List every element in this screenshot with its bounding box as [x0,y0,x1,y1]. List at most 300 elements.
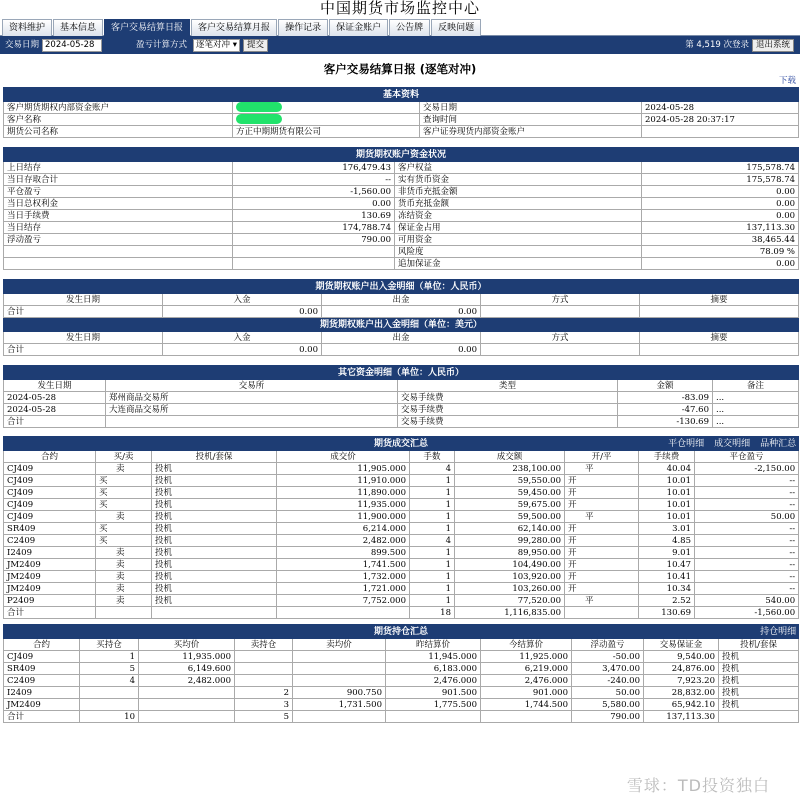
cell: 137,113.30 [642,222,799,234]
cell: 0.00 [322,306,481,318]
cell: -- [695,559,799,571]
cell [152,607,277,619]
cell: 6,149.600 [139,663,235,675]
cell: 59,550.00 [455,475,565,487]
column-header: 方式 [481,332,640,344]
cell [235,651,293,663]
cell: 2,482.000 [139,675,235,687]
cell [481,306,640,318]
cell: 卖 [96,571,152,583]
cell: 176,479.43 [233,162,395,174]
other-funds-table [3,365,799,428]
cell: -2,150.00 [695,463,799,475]
download-link-text[interactable]: 下载 [778,76,796,86]
cell: 卖 [96,511,152,523]
cell: -- [695,535,799,547]
cell: 0.00 [163,344,322,356]
cell [293,663,386,675]
table-row [4,651,799,663]
cell: I2409 [4,547,96,559]
cell [293,675,386,687]
cell: 开 [565,559,639,571]
cell: -47.60 [618,404,713,416]
cell [80,687,139,699]
cell: 790.00 [233,234,395,246]
cell: 2 [235,687,293,699]
cell: 130.69 [639,607,695,619]
table-row [4,416,799,428]
column-header: 摘要 [640,332,799,344]
cell: 1,731.500 [293,699,386,711]
cell [139,699,235,711]
cell: 5,580.00 [572,699,644,711]
cell: 1 [410,475,455,487]
cell: 9.01 [639,547,695,559]
funds-table [3,147,799,270]
cell: 10.01 [639,499,695,511]
table-row [4,234,799,246]
cell: 开 [565,487,639,499]
tab-0[interactable]: 资料维护 [2,19,52,36]
cell: 实有货币资金 [395,174,642,186]
table-row [4,186,799,198]
inout-cny-header: 期货期权账户出入金明细（单位：人民币） [4,280,799,294]
column-header: 合约 [4,451,96,463]
trades-link-1[interactable]: 成交明细 [714,439,751,449]
cell: 59,500.00 [455,511,565,523]
cell: 2,476.000 [481,675,572,687]
total-row [4,344,799,356]
cell: CJ409 [4,487,96,499]
positions-header: 期货持仓汇总 持仓明细 [4,625,799,639]
cell: P2409 [4,595,96,607]
cell: 175,578.74 [642,162,799,174]
cell [640,306,799,318]
cell [4,246,233,258]
cell: 投机 [152,583,277,595]
column-header: 买持仓 [80,639,139,651]
column-header: 入金 [163,332,322,344]
login-count: 第 4,519 次登录 [685,40,749,50]
tab-5[interactable]: 保证金账户 [329,19,388,36]
cell: 投机 [719,675,799,687]
cell: 买 [96,487,152,499]
cell: 当日存取合计 [4,174,233,186]
cell: 浮动盈亏 [4,234,233,246]
table-row [4,675,799,687]
cell: 买 [96,535,152,547]
column-header: 发生日期 [4,294,163,306]
cell: 901.500 [386,687,481,699]
cell: SR409 [4,663,80,675]
cell: 平 [565,463,639,475]
cell: 非货币充抵金额 [395,186,642,198]
cell: 10.47 [639,559,695,571]
cell: JM2409 [4,571,96,583]
cell: 投机 [152,571,277,583]
cell: 175,578.74 [642,174,799,186]
cell: ... [713,416,799,428]
cell: 投机 [152,547,277,559]
cell [80,699,139,711]
cell: 0.00 [163,306,322,318]
cell: 1,721.000 [277,583,410,595]
cell: 1 [410,559,455,571]
column-header: 备注 [713,380,799,392]
column-header-row [4,294,799,306]
report-title: 客户交易结算日报 (逐笔对冲) [323,62,477,76]
cell [719,711,799,723]
cell: 可用资金 [395,234,642,246]
cell: 平仓盈亏 [4,186,233,198]
date-label: 交易日期 [5,40,40,50]
cell: 期货公司名称 [4,126,233,138]
tab-1[interactable]: 基本信息 [53,19,103,36]
cell [386,711,481,723]
watermark: 雪球：TD投资独白 [626,776,770,795]
column-header: 金额 [618,380,713,392]
cell: 59,675.00 [455,499,565,511]
cell: 130.69 [233,210,395,222]
cell: 174,788.74 [233,222,395,234]
table-row [4,583,799,595]
table-row [4,258,799,270]
funds-header: 期货期权账户资金状况 [4,148,799,162]
cell: 11,935.000 [139,651,235,663]
cell: 7,752.000 [277,595,410,607]
cell: 投机 [152,499,277,511]
column-header: 开/平 [565,451,639,463]
cell: 1 [410,595,455,607]
table-row [4,162,799,174]
positions-table [3,624,799,723]
cell: 郑州商品交易所 [106,392,398,404]
cell: C2409 [4,535,96,547]
logout-button[interactable]: 退出系统 [752,39,794,52]
table-row [4,571,799,583]
cell: JM2409 [4,559,96,571]
table-row [4,595,799,607]
table-row [4,499,799,511]
account-redacted [233,102,420,114]
inout-usd-header: 期货期权账户出入金明细（单位：美元） [4,318,799,332]
cell: 大连商品交易所 [106,404,398,416]
cell: 开 [565,535,639,547]
cell: 2,482.000 [277,535,410,547]
cell [293,711,386,723]
column-header: 买均价 [139,639,235,651]
cell: 投机 [719,663,799,675]
cell: 77,520.00 [455,595,565,607]
cell: -- [695,523,799,535]
cell [233,246,395,258]
cell: 1 [410,583,455,595]
cell: 开 [565,571,639,583]
tab-6[interactable]: 公告牌 [389,19,430,36]
cell: -- [695,475,799,487]
column-header: 卖均价 [293,639,386,651]
column-header: 交易保证金 [644,639,719,651]
cell: 790.00 [572,711,644,723]
cell: 合计 [4,344,163,356]
cell: 当日手续费 [4,210,233,222]
cell: 合计 [4,711,80,723]
cell: 卖 [96,583,152,595]
cell [4,258,233,270]
cell: 当日结存 [4,222,233,234]
table-row [4,392,799,404]
cell: 1 [410,499,455,511]
cell: 2.52 [639,595,695,607]
cell: 9,540.00 [644,651,719,663]
cell [96,607,152,619]
column-header: 出金 [322,332,481,344]
cell [235,675,293,687]
table-row [4,535,799,547]
column-header-row [4,639,799,651]
cell: 104,490.00 [455,559,565,571]
cell: CJ409 [4,475,96,487]
cell: 2024-05-28 20:37:17 [642,114,799,126]
cell: 投机 [152,463,277,475]
table-row [4,687,799,699]
table-row [4,174,799,186]
cell: 10.01 [639,511,695,523]
cell: 投机 [719,687,799,699]
cell: 18 [410,607,455,619]
cell: 查询时间 [420,114,642,126]
table-row [4,222,799,234]
cell: 上日结存 [4,162,233,174]
cell: 开 [565,475,639,487]
table-row [4,246,799,258]
column-header: 平仓盈亏 [695,451,799,463]
cell: 10.41 [639,571,695,583]
cell: 平 [565,511,639,523]
cell: 合计 [4,306,163,318]
cell: 0.00 [322,344,481,356]
cell: 10.34 [639,583,695,595]
column-header: 投机/套保 [152,451,277,463]
cell: 899.500 [277,547,410,559]
cell: 900.750 [293,687,386,699]
cell: 投机 [152,475,277,487]
cell: C2409 [4,675,80,687]
basic-info-header: 基本资料 [4,88,799,102]
cell: 11,900.000 [277,511,410,523]
cell: I2409 [4,687,80,699]
inout-cny-table [3,279,799,356]
cell: -- [233,174,395,186]
cell: 901.000 [481,687,572,699]
cell: 0.00 [642,186,799,198]
cell [481,344,640,356]
trades-link-0[interactable]: 平仓明细 [668,439,705,449]
table-row [4,126,799,138]
column-header: 卖持仓 [235,639,293,651]
cell: 0.00 [642,258,799,270]
table-row [4,404,799,416]
trades-table [3,436,799,619]
cell: 38,465.44 [642,234,799,246]
cell [481,711,572,723]
cell: 冻结资金 [395,210,642,222]
cell: 11,925.000 [481,651,572,663]
column-header: 发生日期 [4,332,163,344]
column-header: 手数 [410,451,455,463]
download-link [0,76,800,87]
cell: 4 [80,675,139,687]
cell: 10.01 [639,475,695,487]
table-row [4,547,799,559]
table-row [4,511,799,523]
column-header: 方式 [481,294,640,306]
tab-3[interactable]: 客户交易结算月报 [191,19,277,36]
cell: -- [695,571,799,583]
cell: 交易手续费 [398,404,618,416]
cell: 客户权益 [395,162,642,174]
cell: -- [695,583,799,595]
column-header: 今结算价 [481,639,572,651]
cell: 62,140.00 [455,523,565,535]
table-row [4,663,799,675]
cell: 3.01 [639,523,695,535]
tab-2[interactable]: 客户交易结算日报 [104,19,190,37]
cell: 6,183.000 [386,663,481,675]
cell: 投机 [719,651,799,663]
cell: 40.04 [639,463,695,475]
cell: 1,732.000 [277,571,410,583]
cell: 开 [565,523,639,535]
cell: 103,260.00 [455,583,565,595]
column-header: 摘要 [640,294,799,306]
cell: 平 [565,595,639,607]
cell [277,607,410,619]
cell: 客户证券现货内部资金账户 [420,126,642,138]
cell: SR409 [4,523,96,535]
tab-4[interactable]: 操作记录 [278,19,328,36]
cell: 买 [96,475,152,487]
name-redacted [233,114,420,126]
column-header-row [4,451,799,463]
date-input[interactable] [42,39,102,52]
cell: 风险度 [395,246,642,258]
cell [139,687,235,699]
table-row [4,475,799,487]
cell: 10 [80,711,139,723]
cell: 投机 [152,559,277,571]
cell: 2024-05-28 [4,404,106,416]
basic-info-table [3,87,799,138]
cell: 卖 [96,463,152,475]
table-row [4,210,799,222]
submit-button[interactable]: 提交 [243,39,268,52]
cell: -- [695,547,799,559]
cell: 卖 [96,559,152,571]
cell: 10.01 [639,487,695,499]
cell: 78.09 % [642,246,799,258]
cell: 28,832.00 [644,687,719,699]
cell: 24,876.00 [644,663,719,675]
cell: 1 [410,487,455,499]
cell: 投机 [719,699,799,711]
cell: 50.00 [572,687,644,699]
cell: -- [695,487,799,499]
calc-method-select[interactable]: 逐笔对冲 ▾ [193,39,240,52]
table-row [4,102,799,114]
trades-link-2[interactable]: 品种汇总 [760,439,797,449]
cell: CJ409 [4,651,80,663]
cell: 3,470.00 [572,663,644,675]
column-header: 手续费 [639,451,695,463]
cell: 开 [565,583,639,595]
cell: 投机 [152,595,277,607]
position-detail-link[interactable]: 持仓明细 [760,627,797,637]
column-header: 发生日期 [4,380,106,392]
tab-7[interactable]: 反映问题 [431,19,481,36]
cell: CJ409 [4,463,96,475]
site-title: 中国期货市场监控中心 [319,0,480,17]
cell: 3 [235,699,293,711]
cell: CJ409 [4,511,96,523]
column-header: 类型 [398,380,618,392]
cell: 1,744.500 [481,699,572,711]
cell: 540.00 [695,595,799,607]
cell: 7,923.20 [644,675,719,687]
cell: -50.00 [572,651,644,663]
table-row [4,463,799,475]
cell: 137,113.30 [644,711,719,723]
cell: 投机 [152,487,277,499]
cell [139,711,235,723]
table-row [4,559,799,571]
calc-label: 盈亏计算方式 [136,40,188,50]
cell [565,607,639,619]
column-header: 交易所 [106,380,398,392]
cell [235,663,293,675]
cell: JM2409 [4,583,96,595]
total-row [4,711,799,723]
column-header: 入金 [163,294,322,306]
trades-header: 期货成交汇总 平仓明细 成交明细 品种汇总 [4,437,799,451]
cell: 5 [235,711,293,723]
cell [640,344,799,356]
cell: ... [713,404,799,416]
total-row [4,607,799,619]
cell: 投机 [152,523,277,535]
cell: 交易日期 [420,102,642,114]
table-row [4,699,799,711]
cell: 1,741.500 [277,559,410,571]
column-header: 浮动盈亏 [572,639,644,651]
table-row [4,487,799,499]
cell: 开 [565,547,639,559]
cell: 4 [410,535,455,547]
cell: -- [695,499,799,511]
column-header: 昨结算价 [386,639,481,651]
cell: 卖 [96,595,152,607]
cell: 1,775.500 [386,699,481,711]
cell [293,651,386,663]
cell: 买 [96,499,152,511]
cell [642,126,799,138]
cell: 1 [410,547,455,559]
cell: 50.00 [695,511,799,523]
cell: -83.09 [618,392,713,404]
cell: 1,116,835.00 [455,607,565,619]
cell: 0.00 [642,198,799,210]
cell: 59,450.00 [455,487,565,499]
